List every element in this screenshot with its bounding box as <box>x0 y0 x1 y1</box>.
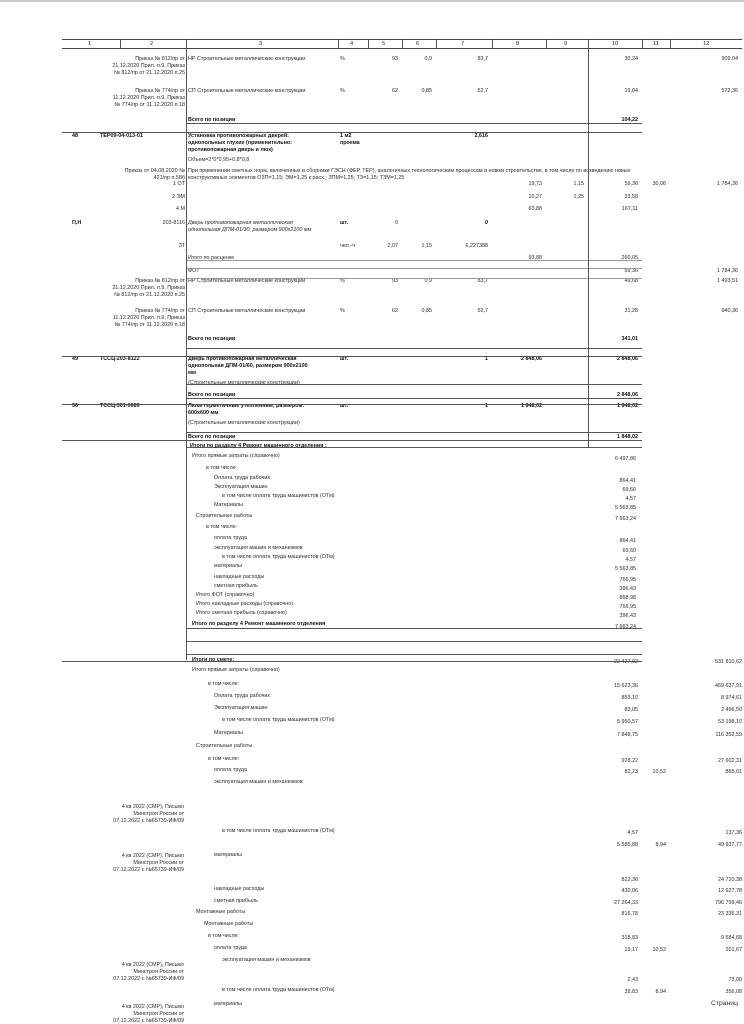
cell-col3-note: (Строительные металлические конструкции) <box>188 380 300 386</box>
cell-col3: НР Строительные металлические конструкции <box>188 56 306 62</box>
cell-col1: 49 <box>72 356 78 362</box>
column-number-12: 12 <box>703 41 710 47</box>
cell-c10: 59,36 <box>624 181 638 187</box>
section-4-value: 7 663,24 <box>615 516 636 522</box>
cell-c10: 30,24 <box>624 56 638 62</box>
totals-note: 4 кв 2022 (СМР), Письмо <box>121 804 184 810</box>
section-4-line: Итого прямые затраты (справочно) <box>192 453 280 459</box>
totals-v12: 137,36 <box>725 830 742 836</box>
row-divider <box>62 356 186 357</box>
totals-title: Итоги по смете: <box>192 657 235 663</box>
cell-c12: 1 784,36 <box>717 181 738 187</box>
section-4-line: Оплата труда рабочих <box>214 475 271 481</box>
totals-v12: 23 336,31 <box>718 911 742 917</box>
column-number-11: 11 <box>653 41 659 47</box>
totals-v10: 39,83 <box>624 989 638 995</box>
totals-note: 4 кв 2022 (СМР), Письмо <box>121 1004 184 1010</box>
cell-c8: 2 848,06 <box>521 356 542 362</box>
totals-line: материалы <box>214 852 243 858</box>
cell-c7: 2,616 <box>474 133 488 139</box>
totals-v12: 2 496,50 <box>721 707 742 713</box>
section-4-value: 396,43 <box>619 586 636 592</box>
row-divider <box>186 384 642 385</box>
cell-c5: 62 <box>392 308 398 314</box>
column-divider <box>588 39 589 48</box>
cell-col4: % <box>340 278 345 284</box>
row-divider <box>186 654 642 655</box>
totals-v10: 430,06 <box>621 888 638 894</box>
totals-v10: 822,36 <box>621 877 638 883</box>
totals-note: 4 кв 2022 (СМР), Письмо <box>121 962 184 968</box>
cell-col4: шт. <box>340 356 349 362</box>
totals-line: Оплата труда рабочих <box>214 693 271 699</box>
totals-line: оплата труда <box>214 945 247 951</box>
cell-c5: 93 <box>392 278 398 284</box>
cell-col2: ЗТ <box>178 243 185 249</box>
cell-col3: НР Строительные металлические конструкции <box>188 278 306 284</box>
cell-col2: 11.12.2020 Прил. п.9, Приказ <box>112 95 185 101</box>
totals-note: Минстроя России от <box>133 860 184 866</box>
cell-col4: % <box>340 88 345 94</box>
cell-c6: 0,85 <box>421 88 432 94</box>
cell-c7: 83,7 <box>477 278 488 284</box>
cell-col3-line: однопольная ДПМ-01/30, размером 900х2100 мм <box>188 227 312 233</box>
cell-c10: 1 848,02 <box>617 434 638 440</box>
column-divider <box>368 39 369 48</box>
totals-v10: 2,43 <box>627 977 638 983</box>
cell-c9: 1,25 <box>573 194 584 200</box>
cell-c10: 1 848,02 <box>617 403 638 409</box>
cell-c12: 1 493,51 <box>717 278 738 284</box>
row-divider <box>186 628 642 629</box>
cell-col3-line: мм <box>188 370 196 376</box>
totals-v10: 15 623,36 <box>614 683 638 689</box>
cell-col3: ФОТ <box>188 268 200 274</box>
row-divider <box>62 440 186 441</box>
column-divider <box>436 39 437 48</box>
cell-col3: Всего по позиции <box>188 336 236 342</box>
section-4-line: Итого по разделу 4 Ремонт машинного отделения <box>192 621 326 627</box>
totals-v12: 469 637,91 <box>715 683 742 689</box>
totals-v12: 12 927,78 <box>718 888 742 894</box>
totals-line: в том числе оплата труда машинистов (ОТм) <box>222 828 335 834</box>
column-number-8: 8 <box>516 41 520 47</box>
cell-c11: 30,06 <box>652 181 666 187</box>
cell-c5: 93 <box>392 56 398 62</box>
cell-col3-line: Установка противопожарных дверей: <box>188 133 289 139</box>
row-divider <box>186 278 642 279</box>
cell-col3-note: (Строительные металлические конструкции) <box>188 420 300 426</box>
cell-col4-line: проема <box>340 140 360 146</box>
cell-col2: 421/пр п.58б <box>153 175 185 181</box>
column-number-1: 1 <box>88 41 92 47</box>
totals-note: Минстроя России от <box>133 969 184 975</box>
section-4-line: Эксплуатация машин <box>214 484 268 490</box>
totals-line: в том числе: <box>208 681 240 687</box>
totals-v10: 816,78 <box>621 911 638 917</box>
page-footer-label: Страниц <box>710 1000 738 1007</box>
cell-c10: 49,68 <box>624 278 638 284</box>
cell-c5: 62 <box>392 88 398 94</box>
totals-title-v10: 22 427,02 <box>614 659 638 665</box>
cell-col2: 11.12.2020 Прил. п.9, Приказ <box>112 315 185 321</box>
totals-v12: 201,67 <box>725 947 742 953</box>
cell-col3-line: Люки герметичные утепленные, размером: <box>188 403 305 409</box>
cell-c5: 0 <box>395 220 398 226</box>
totals-line: оплата труда <box>214 767 247 773</box>
totals-v11: 10,52 <box>652 947 666 953</box>
cell-c10: 2 848,06 <box>617 356 638 362</box>
totals-note: 07.12.2022 г. №65739-ИФ/09 <box>113 818 184 824</box>
cell-c5: 2,07 <box>387 243 398 249</box>
cell-c7: 1 <box>485 403 488 409</box>
cell-c7: 52,7 <box>477 88 488 94</box>
totals-v11: 8,94 <box>655 842 666 848</box>
totals-v10: 5 585,88 <box>617 842 638 848</box>
cell-col3-line: однопольная ДПМ-01/60, размером 900х2100 <box>188 363 308 369</box>
totals-note: 07.12.2022 г. №65739-ИФ/09 <box>113 976 184 982</box>
totals-v12: 116 352,59 <box>715 732 742 738</box>
cell-col4: % <box>340 308 345 314</box>
totals-note: 4 кв 2022 (СМР), Письмо <box>121 853 184 859</box>
totals-v12: 24 720,38 <box>718 877 742 883</box>
totals-v10: 27 264,33 <box>614 900 638 906</box>
column-divider <box>120 39 121 48</box>
section-4-value: 7 663,24 <box>615 624 636 630</box>
section-4-value: 4,57 <box>625 557 636 563</box>
totals-line: Эксплуатация машин <box>214 705 268 711</box>
cell-c10: 59,36 <box>624 268 638 274</box>
totals-v12: 49 937,77 <box>718 842 742 848</box>
cell-col2: ТЕР09-04-013-01 <box>100 133 143 139</box>
totals-v11: 8,94 <box>655 989 666 995</box>
cell-col2: Приказ № 774/пр от <box>135 308 185 314</box>
section-4-line: оплата труда <box>214 535 247 541</box>
cell-col2: Приказ № 812/пр от <box>135 278 185 284</box>
section-4-line: в том числе оплата труда машинистов (ОТм) <box>222 554 335 560</box>
totals-v10: 318,83 <box>621 935 638 941</box>
row-divider <box>62 132 186 133</box>
cell-c10: 260,05 <box>621 255 638 261</box>
section-4-line: Материалы <box>214 502 243 508</box>
section-4-line: Итого накладные расходы (справочно) <box>196 601 294 607</box>
totals-line: Строительные работы <box>196 743 253 749</box>
totals-v12: 8 974,61 <box>721 695 742 701</box>
column-divider <box>588 48 589 448</box>
cell-col3: Всего по позиции <box>188 392 236 398</box>
section-4-line: эксплуатация машин и механизмов <box>214 545 303 551</box>
cell-c10: 2 848,06 <box>617 392 638 398</box>
row-divider <box>186 440 642 441</box>
cell-col2: 21.12.2020 Прил. п.9, Приказ <box>112 63 185 69</box>
totals-v10: 19,17 <box>624 947 638 953</box>
cell-c12: 1 784,36 <box>717 268 738 274</box>
totals-line: в том числе: <box>208 756 240 762</box>
section-4-value: 766,95 <box>619 604 636 610</box>
row-divider <box>186 132 642 133</box>
section-4-value: 69,60 <box>622 548 636 554</box>
row-divider <box>186 123 642 124</box>
column-number-4: 4 <box>350 41 354 47</box>
totals-line: в том числе: <box>208 933 240 939</box>
cell-c6: 1,15 <box>421 243 432 249</box>
totals-v10: 853,10 <box>621 695 638 701</box>
totals-line: материалы <box>214 1001 243 1007</box>
column-divider <box>402 39 403 48</box>
column-divider <box>186 39 187 48</box>
cell-c8: 19,73 <box>528 181 542 187</box>
section-4-line: накладные расходы <box>214 574 265 580</box>
section-4-value: 868,98 <box>619 595 636 601</box>
section-4-value: 864,41 <box>619 538 636 544</box>
cell-col3-line: однопольных глухих (применительно: <box>188 140 292 146</box>
totals-title-v12: 531 810,62 <box>715 659 742 665</box>
totals-line: в том числе оплата труда машинистов (ОТм) <box>222 717 335 723</box>
totals-line: Итого прямые затраты (справочно) <box>192 667 280 673</box>
cell-col2: 1 ОТ <box>173 181 185 187</box>
cell-col2: № 812/пр от 21.12.2020 п.25 <box>114 292 185 298</box>
cell-col4: % <box>340 56 345 62</box>
cell-col2: 21.12.2020 Прил. п.9, Приказ <box>112 285 185 291</box>
cell-col3-note: Объем=2*0*0,95+0,8*0,8 <box>188 157 250 163</box>
totals-line: эксплуатация машин и механизмов <box>214 779 303 785</box>
section-4-line: Итого сметная прибыль (справочно) <box>196 610 287 616</box>
totals-note: 07.12.2022 г. №65739-ИФ/09 <box>113 867 184 873</box>
cell-col3-line: Дверь противопожарная металлическая <box>188 356 297 362</box>
row-divider <box>186 348 642 349</box>
row-divider <box>62 404 186 405</box>
cell-col2: 4 М <box>176 206 185 212</box>
totals-v12: 73,00 <box>728 977 742 983</box>
cell-col2: № 812/пр от 21.12.2020 п.25 <box>114 70 185 76</box>
cell-col4: шт. <box>340 403 349 409</box>
column-divider <box>338 39 339 48</box>
column-divider <box>642 39 643 48</box>
cell-col4: шт. <box>340 220 349 226</box>
cell-col2: Приказ от 04.08.2020 № <box>124 168 185 174</box>
cell-col3-line: 600х600 мм <box>188 410 219 416</box>
totals-v11: 10,52 <box>652 769 666 775</box>
totals-line: эксплуатация машин и механизмов <box>222 957 311 963</box>
cell-col3: Всего по позиции <box>188 117 236 123</box>
cell-col2: Приказ № 774/пр от <box>135 88 185 94</box>
cell-c7: 1 <box>485 356 488 362</box>
totals-note: Минстроя России от <box>133 811 184 817</box>
section-4-title: Итоги по разделу 4 Ремонт машинного отделения : <box>190 443 327 449</box>
section-4-value: 5 563,85 <box>615 505 636 511</box>
section-4-value: 864,41 <box>619 478 636 484</box>
cell-c7: 0 <box>485 220 488 226</box>
row-divider <box>62 661 186 662</box>
cell-col3-line: противопожарная дверь и люк) <box>188 147 273 153</box>
cell-col3-line: При применении сметных норм, включенных в сборники ГЭСН (ФЕР, ТЕР), аналогичных технологическим процессам в новом строительстве, в том числе по возведению новых <box>188 168 631 174</box>
section-4-line: Строительные работы <box>196 513 253 519</box>
cell-col4: чел.-ч <box>340 243 355 249</box>
cell-col3: СП Строительные металлические конструкции <box>188 308 306 314</box>
totals-v10: 83,05 <box>624 707 638 713</box>
totals-line: Монтажные работы <box>196 909 246 915</box>
cell-c10: 19,04 <box>624 88 638 94</box>
column-divider <box>670 39 671 48</box>
section-4-value: 5 563,85 <box>615 566 636 572</box>
totals-v10: 82,23 <box>624 769 638 775</box>
totals-v10: 4,57 <box>627 830 638 836</box>
cell-col1: 50 <box>72 403 78 409</box>
cell-c12: 572,36 <box>721 88 738 94</box>
cell-c8: 10,27 <box>528 194 542 200</box>
column-divider <box>186 440 187 660</box>
column-number-5: 5 <box>382 41 386 47</box>
section-4-line: материалы <box>214 563 243 569</box>
row-divider <box>186 661 642 662</box>
row-divider <box>186 432 642 433</box>
totals-line: в том числе оплата труда машинистов (ОТм) <box>222 987 335 993</box>
cell-c10: 341,01 <box>621 336 638 342</box>
totals-v10: 7 848,75 <box>617 732 638 738</box>
section-4-value: 766,95 <box>619 577 636 583</box>
column-number-7: 7 <box>461 41 465 47</box>
cell-c10: 167,11 <box>621 206 638 212</box>
cell-col3-line: Дверь противопожарная металлическая <box>188 220 293 226</box>
section-4-line: в том числе: <box>206 524 238 530</box>
section-4-line: в том числе: <box>206 465 238 471</box>
row-divider <box>186 398 642 399</box>
section-4-value: 69,60 <box>622 487 636 493</box>
totals-v12: 356,08 <box>725 989 742 995</box>
section-4-value: 4,57 <box>625 496 636 502</box>
cell-col1: П,Н <box>72 220 82 226</box>
cell-c10: 33,58 <box>624 194 638 200</box>
cell-c7: 6,227388 <box>465 243 488 249</box>
cell-col3: Итого по расценке <box>188 255 235 261</box>
totals-v12: 27 602,31 <box>718 758 742 764</box>
totals-v10: 928,22 <box>621 758 638 764</box>
row-divider <box>186 641 642 642</box>
totals-v12: 9 584,68 <box>721 935 742 941</box>
cell-col2: 203-8116 <box>162 220 185 226</box>
cell-c9: 1,15 <box>573 181 584 187</box>
cell-col3: СП Строительные металлические конструкции <box>188 88 306 94</box>
row-divider <box>186 268 642 269</box>
totals-v12: 865,01 <box>725 769 742 775</box>
scan-edge <box>0 0 744 2</box>
cell-col2: № 774/пр от 11.12.2020 п.18 <box>114 322 185 328</box>
cell-col3-line: конструктивных элементов ОЗП=1,15; ЭМ=1,25 к расх.; ЗПМ=1,25; ТЗ=1,15; ТЗМ=1,25 <box>188 175 405 181</box>
row-divider <box>186 260 642 261</box>
totals-line: сметная прибыль <box>214 898 258 904</box>
column-number-10: 10 <box>612 41 619 47</box>
cell-c6: 0,85 <box>421 308 432 314</box>
totals-note: Минстроя России от <box>133 1011 184 1017</box>
row-divider <box>186 404 642 405</box>
cell-c12: 940,36 <box>721 308 738 314</box>
cell-col2: ТССЦ-301-0689 <box>100 403 140 409</box>
totals-v12: 53 198,10 <box>718 719 742 725</box>
cell-col2: № 774/пр от 11.12.2020 п.18 <box>114 102 185 108</box>
column-number-9: 9 <box>564 41 568 47</box>
cell-c6: 0,9 <box>424 278 432 284</box>
section-4-line: сметная прибыль <box>214 583 258 589</box>
totals-line: Материалы <box>214 730 243 736</box>
cell-c8: 93,88 <box>528 255 542 261</box>
column-divider <box>492 39 493 48</box>
row-divider <box>186 356 642 357</box>
cell-col2: ТССЦ-203-8122 <box>100 356 140 362</box>
column-divider <box>546 39 547 48</box>
section-4-value: 396,43 <box>619 613 636 619</box>
totals-line: накладные расходы <box>214 886 265 892</box>
cell-col4-line: 1 м2 <box>340 133 352 139</box>
cell-c10: 104,22 <box>621 117 638 123</box>
column-number-6: 6 <box>416 41 420 47</box>
cell-c8: 1 848,02 <box>521 403 542 409</box>
cell-c7: 52,7 <box>477 308 488 314</box>
cell-col1: 48 <box>72 133 78 139</box>
totals-v10: 5 950,57 <box>617 719 638 725</box>
cell-c10: 31,28 <box>624 308 638 314</box>
cell-col2: 2 ЭМ <box>172 194 185 200</box>
column-number-2: 2 <box>150 41 154 47</box>
section-4-line: Итого ФОТ (справочно) <box>196 592 255 598</box>
section-4-value: 6 497,86 <box>615 456 636 462</box>
cell-c8: 63,88 <box>528 206 542 212</box>
section-4-line: в том числе оплата труда машинистов (ОТм) <box>222 493 335 499</box>
cell-col3: Всего по позиции <box>188 434 236 440</box>
cell-c12: 909,04 <box>721 56 738 62</box>
totals-line: Монтажные работы <box>204 921 254 927</box>
column-divider <box>186 48 187 448</box>
totals-note: 07.12.2022 г. №65739-ИФ/09 <box>113 1018 184 1024</box>
cell-c6: 0,9 <box>424 56 432 62</box>
column-number-3: 3 <box>259 41 263 47</box>
cell-c7: 83,7 <box>477 56 488 62</box>
totals-v12: 796 799,46 <box>715 900 742 906</box>
cell-col2: Приказ № 812/пр от <box>135 56 185 62</box>
